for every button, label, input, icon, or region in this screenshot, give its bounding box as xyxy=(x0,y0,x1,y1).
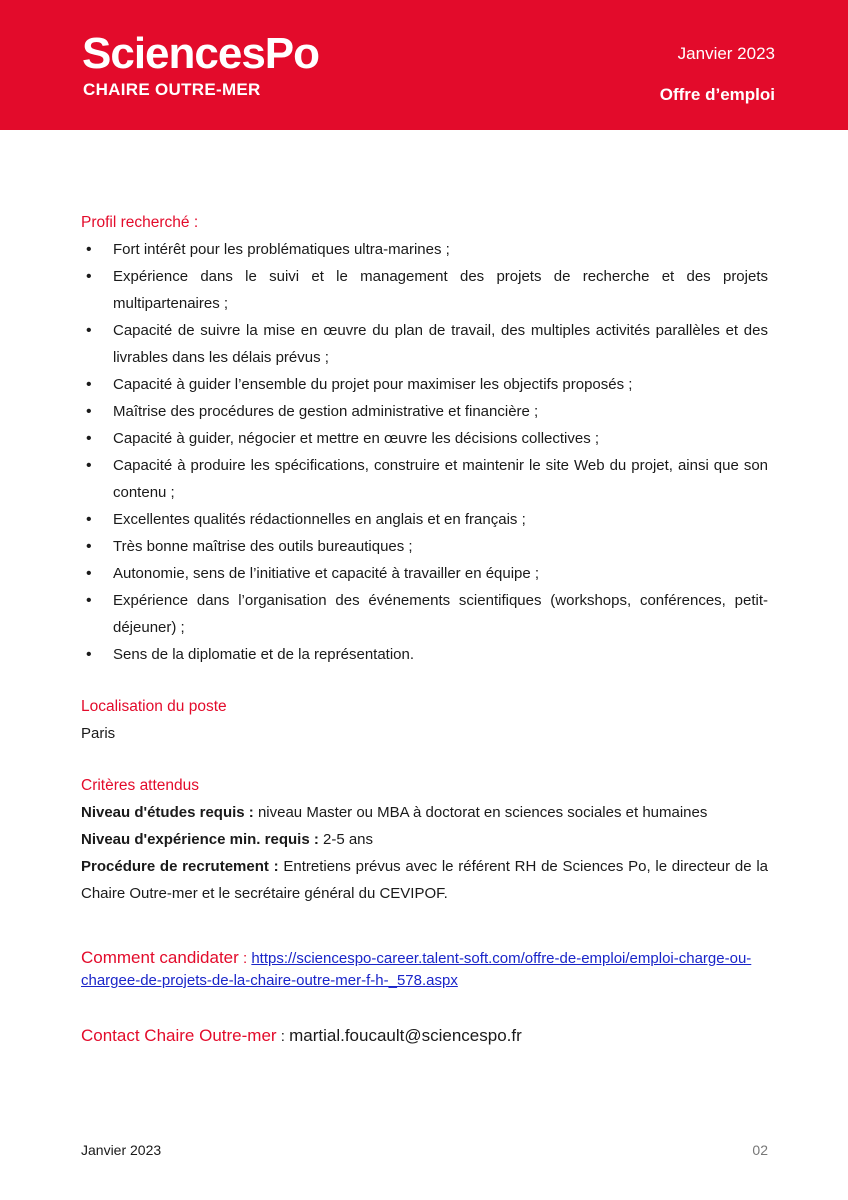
list-item: • Autonomie, sens de l’initiative et capacité à travailler en équipe ; xyxy=(81,560,768,587)
profil-title: Profil recherché : xyxy=(81,214,199,231)
etudes-value: niveau Master ou MBA à doctorat en sciences sociales et humaines xyxy=(253,804,708,821)
sciencespo-logo: SciencesPo xyxy=(82,29,320,78)
procedure-value: Entretiens prévus avec le référent RH de Sciences Po, le directeur de la Chaire Outre-mer et le secrétaire général du CEVIPOF. xyxy=(81,858,768,902)
list-item: • Expérience dans l’organisation des événements scientifiques (workshops, conférences, petit-déjeuner) ; xyxy=(81,587,768,641)
footer-date: Janvier 2023 xyxy=(81,1142,162,1158)
contact-email: martial.foucault@sciencespo.fr xyxy=(289,1026,522,1045)
list-item: • Capacité à guider, négocier et mettre en œuvre les décisions collectives ; xyxy=(81,425,768,452)
list-item: • Capacité de suivre la mise en œuvre du plan de travail, des multiples activités parallèles et des livrables dans les délais prévus ; xyxy=(81,317,768,371)
list-item: • Sens de la diplomatie et de la représentation. xyxy=(81,641,768,668)
list-item: • Excellentes qualités rédactionnelles en anglais et en français ; xyxy=(81,506,768,533)
document-body xyxy=(81,209,768,1050)
list-item: • Fort intérêt pour les problématiques ultra-marines ; xyxy=(81,236,768,263)
etudes-label: Niveau d'études requis : xyxy=(81,804,254,821)
localisation-value: Paris xyxy=(81,725,116,742)
list-item: • Capacité à guider l’ensemble du projet pour maximiser les objectifs proposés ; xyxy=(81,371,768,398)
contact-line xyxy=(81,1022,768,1050)
header-date: Janvier 2023 xyxy=(677,44,775,63)
experience-value: 2-5 ans xyxy=(318,831,374,848)
list-item: • Expérience dans le suivi et le management des projets de recherche et des projets multipartenaires ; xyxy=(81,263,768,317)
profil-list xyxy=(81,236,768,668)
contact-separator: : xyxy=(276,1028,290,1045)
procedure-label: Procédure de recrutement : xyxy=(81,858,279,875)
localisation-title: Localisation du poste xyxy=(81,698,227,715)
list-item: • Très bonne maîtrise des outils bureautiques ; xyxy=(81,533,768,560)
candidater-link[interactable]: https://sciencespo-career.talent-soft.com/offre-de-emploi/emploi-charge-ou-chargee-de-projets-de-la-chaire-outre-mer-f-h-_578.aspx xyxy=(81,950,752,989)
candidater-line xyxy=(81,947,768,992)
chaire-outre-mer-label: CHAIRE OUTRE-MER xyxy=(83,80,261,99)
criteres-title: Critères attendus xyxy=(81,777,200,794)
page-number: 02 xyxy=(752,1142,768,1158)
page-header xyxy=(0,0,848,130)
procedure-line xyxy=(81,853,768,907)
experience-line xyxy=(81,826,768,853)
experience-label: Niveau d'expérience min. requis : xyxy=(81,831,319,848)
etudes-line xyxy=(81,799,768,826)
document-type: Offre d’emploi xyxy=(659,85,775,104)
list-item: • Maîtrise des procédures de gestion administrative et financière ; xyxy=(81,398,768,425)
candidater-separator: : xyxy=(238,950,252,967)
candidater-label: Comment candidater xyxy=(81,948,239,967)
list-item: • Capacité à produire les spécifications, construire et maintenir le site Web du projet, ainsi que son contenu ; xyxy=(81,452,768,506)
contact-label: Contact Chaire Outre-mer xyxy=(81,1026,277,1045)
